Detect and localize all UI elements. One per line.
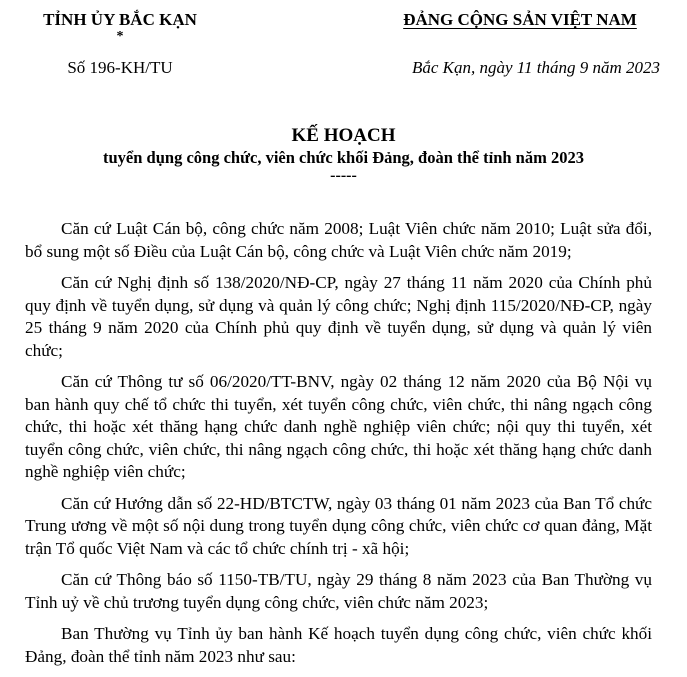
paragraph: Căn cứ Hướng dẫn số 22-HD/BTCTW, ngày 03 tháng 01 năm 2023 của Ban Tổ chức Trung ương về một số nội dung trong tuyển dụng công chức, viên chức cơ quan đảng, Mặt trận Tổ quốc Việt Nam và các tổ chức chính trị - xã hội; (25, 493, 652, 558)
document-number: Số 196-KH/TU (67, 58, 173, 77)
document-date: Bắc Kạn, ngày 11 tháng 9 năm 2023 (411, 58, 660, 77)
star-mark: * (116, 29, 124, 44)
title-divider: ----- (330, 167, 357, 184)
paragraph: Ban Thường vụ Tỉnh ủy ban hành Kế hoạch tuyển dụng công chức, viên chức khối Đảng, đoàn thể tỉnh năm 2023 như sau: (25, 624, 652, 666)
issuing-organization (30, 10, 210, 43)
paragraph: Căn cứ Thông báo số 1150-TB/TU, ngày 29 tháng 8 năm 2023 của Ban Thường vụ Tỉnh uỷ về chủ trương tuyển dụng công chức, viên chức năm 2023; (25, 570, 652, 612)
document-subtitle: tuyển dụng công chức, viên chức khối Đảng, đoàn thể tỉnh năm 2023 (103, 148, 584, 167)
paragraph: Căn cứ Nghị định số 138/2020/NĐ-CP, ngày 27 tháng 11 năm 2020 của Chính phủ quy định về tuyển dụng, sử dụng và quản lý công chức; Nghị định 115/2020/NĐ-CP, ngày 25 tháng 9 năm 2020 của Chính phủ quy định về tuyển dụng, sử dụng và quản lý viên chức; (25, 273, 652, 360)
document-header (0, 10, 687, 80)
document-title: KẾ HOẠCH (291, 125, 396, 146)
paragraph: Căn cứ Thông tư số 06/2020/TT-BNV, ngày 02 tháng 12 năm 2020 của Bộ Nội vụ ban hành quy chế tổ chức thi tuyển, xét tuyển công chức, viên chức, thi nâng ngạch công chức, thi hoặc xét thăng hạng chức danh nghề nghiệp viên chức; nội quy thi tuyển, xét tuyển công chức, viên chức, thi nâng ngạch công chức, thi hoặc xét thăng hạng chức danh nghề nghiệp viên chức; (25, 372, 652, 481)
document-body (25, 218, 652, 677)
party-name-text: ĐẢNG CỘNG SẢN VIỆT NAM (403, 10, 637, 29)
paragraph: Căn cứ Luật Cán bộ, công chức năm 2008; Luật Viên chức năm 2010; Luật sửa đổi, bổ sung một số Điều của Luật Cán bộ, công chức và Luật Viên chức năm 2019; (25, 219, 652, 261)
document-title-block (0, 125, 687, 183)
party-name (380, 10, 660, 30)
organization-name: TỈNH ỦY BẮC KẠN (43, 10, 197, 29)
